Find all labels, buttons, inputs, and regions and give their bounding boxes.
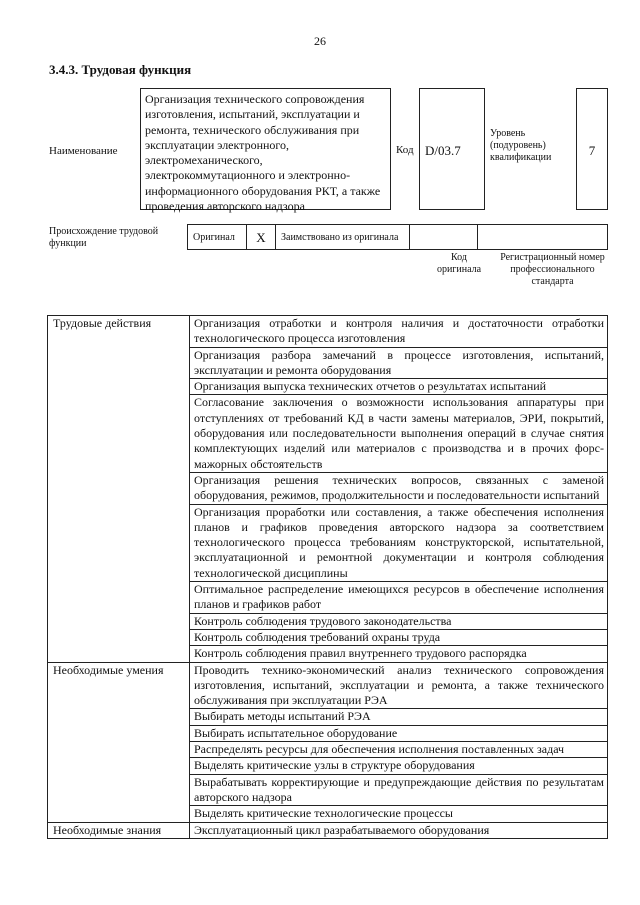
original-label: Оригинал	[188, 225, 247, 250]
section-item: Выбирать испытательное оборудование	[190, 725, 608, 741]
table-row	[48, 316, 608, 348]
registration-number-cell	[478, 225, 608, 250]
section-item: Организация выпуска технических отчетов о результатах испытаний	[190, 379, 608, 395]
original-mark: X	[247, 225, 276, 250]
section-item: Выбирать методы испытаний РЭА	[190, 709, 608, 725]
section-item: Выделять критические технологические процессы	[190, 806, 608, 822]
registration-label: Регистрационный номер профессионального стандарта	[500, 252, 605, 287]
page-number: 26	[314, 34, 326, 48]
section-item: Контроль соблюдения трудового законодательства	[190, 613, 608, 629]
section-item: Эксплуатационный цикл разрабатываемого оборудования	[190, 822, 608, 838]
section-item: Организация проработки или составления, а также обеспечения исполнения планов и графиков проведения авторского надзора за соответствием технологического процесса требованиям конструкторской, испытательной, эксплуатационной и ремонтной документации и контроля соблюдения технологической дисциплины	[190, 504, 608, 581]
section-item: Выделять критические узлы в структуре оборудования	[190, 758, 608, 774]
code-value: D/03.7	[425, 143, 461, 158]
level-label: Уровень (подуровень) квалификации	[490, 128, 552, 163]
original-code-cell	[410, 225, 478, 250]
level-value: 7	[588, 143, 596, 158]
naming-label: Наименование	[49, 145, 118, 157]
section-item: Согласование заключения о возможности использования аппаратуры при отступлениях от требований КД в части замены материалов, ЭРИ, покрытий, оборудования или последовательности выполнения операций в случае снятия комплектующих изделий или материалов с производства и в прочих форс-мажорных обстоятельств	[190, 395, 608, 472]
section-item: Контроль соблюдения требований охраны труда	[190, 629, 608, 645]
section-item: Организация решения технических вопросов, связанных с заменой оборудования, режимов, продолжительности и последовательности испытаний	[190, 472, 608, 504]
section-category: Необходимые знания	[48, 822, 190, 838]
origin-label: Происхождение трудовой функции	[49, 226, 159, 249]
table-row	[48, 822, 608, 838]
section-title: 3.4.3. Трудовая функция	[49, 62, 192, 77]
function-title-box: Организация технического сопровождения изготовления, испытаний, эксплуатации и ремонта, технического обслуживания при эксплуатации электронного, электромеханического, электрокоммутационного и электронно-информационного оборудования РКТ, а также проведения авторского надзора	[140, 88, 391, 210]
code-label: Код	[396, 144, 414, 156]
section-item: Организация разбора замечаний в процессе изготовления, испытаний, эксплуатации и ремонта оборудования	[190, 347, 608, 379]
section-category: Необходимые умения	[48, 662, 190, 822]
section-item: Проводить технико-экономический анализ технического сопровождения изготовления, испытаний, эксплуатации и ремонта, а также технического обслуживания при эксплуатации РЭА	[190, 662, 608, 709]
origin-table	[187, 224, 608, 250]
section-item: Вырабатывать корректирующие и предупреждающие действия по результатам авторского надзора	[190, 774, 608, 806]
table-row	[48, 662, 608, 709]
function-details-table	[47, 315, 608, 839]
section-item: Контроль соблюдения правил внутреннего трудового распорядка	[190, 646, 608, 662]
section-item: Оптимальное распределение имеющихся ресурсов в обеспечение исполнения планов и графиков работ	[190, 582, 608, 614]
original-code-label: Код оригинала	[436, 252, 482, 275]
borrowed-label: Заимствовано из оригинала	[276, 225, 410, 250]
section-item: Организация отработки и контроля наличия и достаточности отработки технологического процесса изготовления	[190, 316, 608, 348]
section-category: Трудовые действия	[48, 316, 190, 663]
section-item: Распределять ресурсы для обеспечения исполнения поставленных задач	[190, 742, 608, 758]
